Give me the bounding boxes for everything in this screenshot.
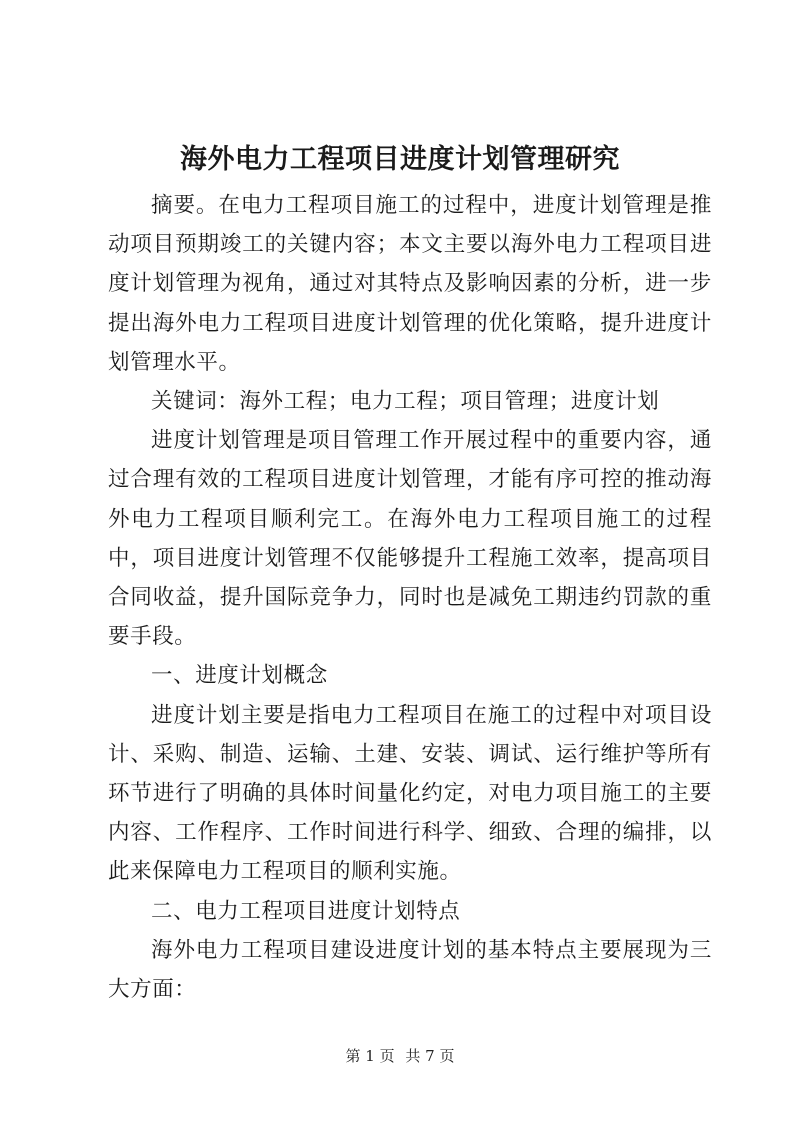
abstract-paragraph: 摘要。在电力工程项目施工的过程中，进度计划管理是推动项目预期竣工的关键内容；本文主要以海外电力工程项目进度计划管理为视角，通过对其特点及影响因素的分析，进一步提出海外电力工程项目进度计划管理的优化策略，提升进度计划管理水平。 <box>108 193 712 375</box>
keywords-paragraph: 关键词：海外工程；电力工程；项目管理；进度计划 <box>151 389 660 415</box>
page-footer <box>0 1046 800 1066</box>
total-pages: 共 7 页 <box>405 1047 455 1065</box>
document-body <box>108 186 712 1009</box>
section-heading-2: 二、电力工程项目进度计划特点 <box>151 898 461 924</box>
section-1-paragraph: 进度计划主要是指电力工程项目在施工的过程中对项目设计、采购、制造、运输、土建、安装、调试、运行维护等所有环节进行了明确的具体时间量化约定，对电力项目施工的主要内容、工作程序、工作时间进行科学、细致、合理的编排，以此来保障电力工程项目的顺利实施。 <box>108 702 712 885</box>
section-heading-1: 一、进度计划概念 <box>151 663 328 689</box>
document-title: 海外电力工程项目进度计划管理研究 <box>180 144 620 175</box>
section-2-paragraph: 海外电力工程项目建设进度计划的基本特点主要展现为三大方面： <box>108 937 712 1003</box>
page-number: 第 1 页 <box>345 1047 395 1065</box>
intro-paragraph: 进度计划管理是项目管理工作开展过程中的重要内容，通过合理有效的工程项目进度计划管理，才能有序可控的推动海外电力工程项目顺利完工。在海外电力工程项目施工的过程中，项目进度计划管理不仅能够提升工程施工效率，提高项目合同收益，提升国际竞争力，同时也是减免工期违约罚款的重要手段。 <box>108 428 712 650</box>
